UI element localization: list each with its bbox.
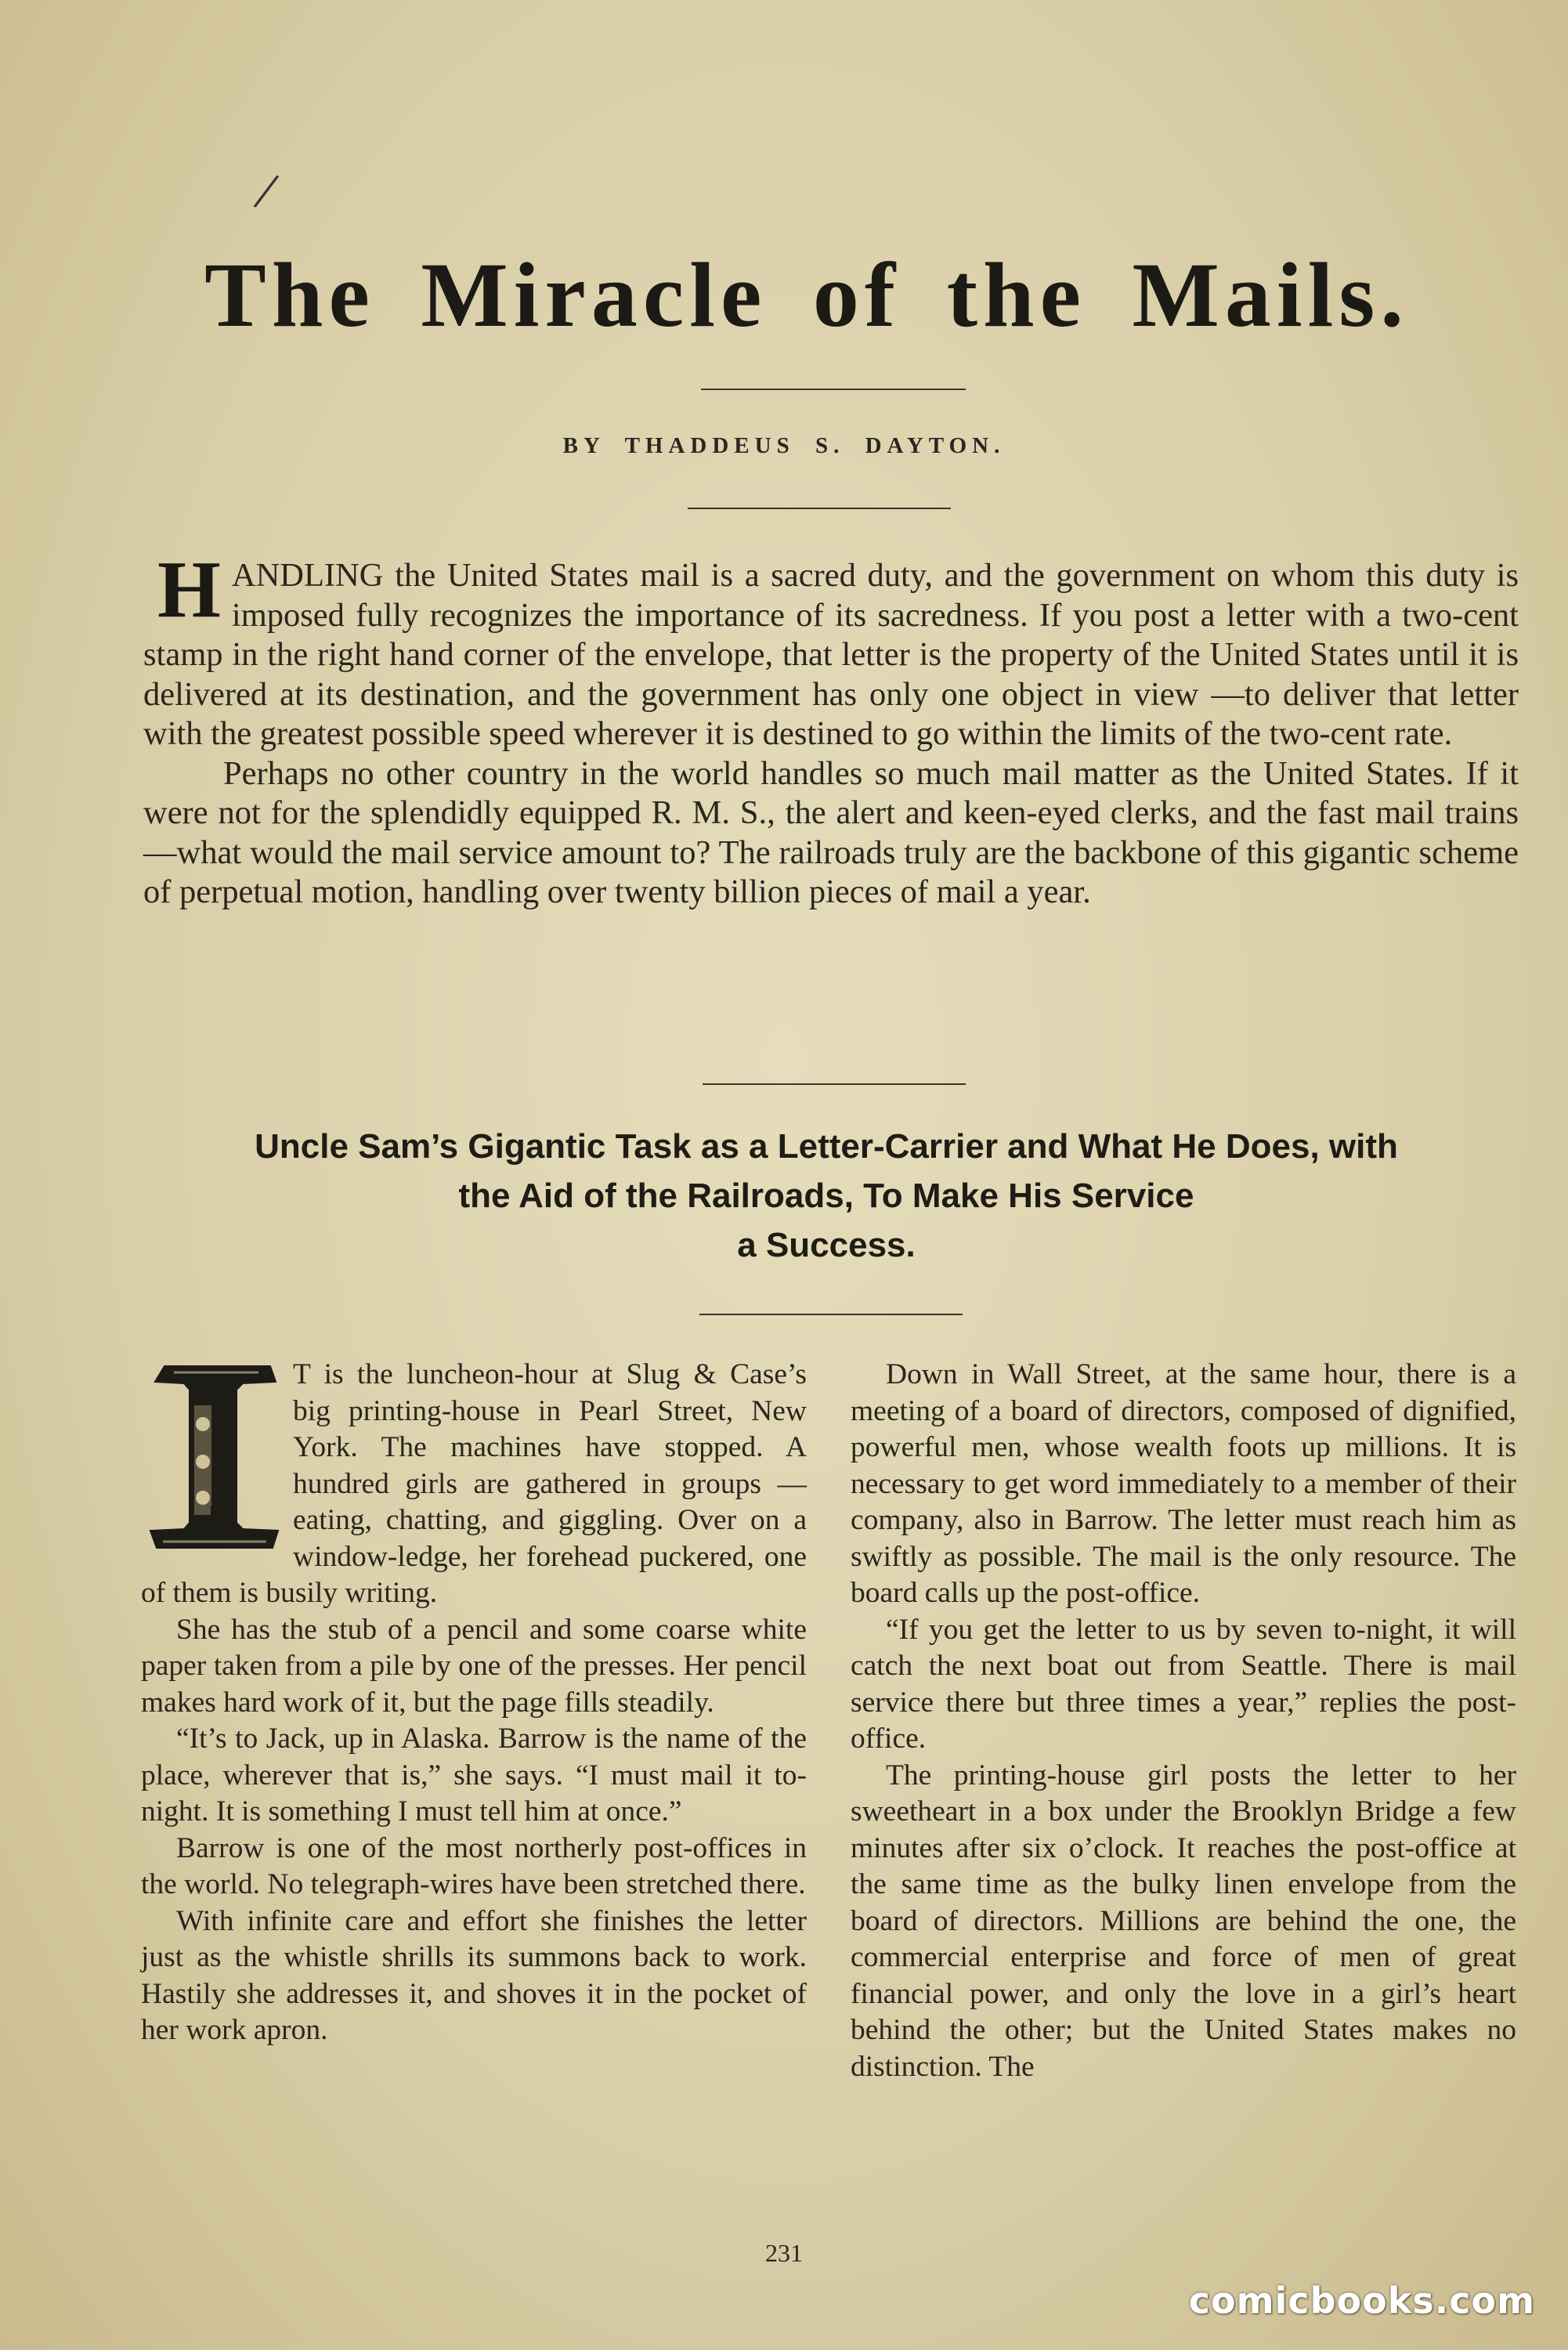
right-paragraph-1: Down in Wall Street, at the same hour, there is a meeting of a board of directors, composed of dignified, powerful men, whose wealth foots up millions. It is necessary to get word immediately to a member of their company, also in Barrow. The letter must reach him as swiftly as possible. The mail is the only resource. The board calls up the post-office. xyxy=(851,1358,1516,1609)
left-paragraph-4: Barrow is one of the most northerly post-offices in the world. No telegraph-wires have been stretched there. xyxy=(141,1831,807,1900)
subhead-line-2: the Aid of the Railroads, To Make His Service xyxy=(458,1177,1194,1215)
byline: BY THADDEUS S. DAYTON. xyxy=(562,433,1006,458)
left-column xyxy=(141,1357,807,2049)
page-number: 231 xyxy=(765,2239,803,2267)
dropcap-h: H xyxy=(157,544,221,634)
left-paragraph-5: With infinite care and effort she finishes the letter just as the whistle shrills its summons back to work. Hastily she addresses it, and shoves it in the pocket of her work apron. xyxy=(141,1904,807,2046)
intro-paragraph-2: Perhaps no other country in the world handles so much mail matter as the United States. If it were not for the splendidly equipped R. M. S., the alert and keen-eyed clerks, and the fast mail trains—what would the mail service amount to? The railroads truly are the backbone of this gigantic scheme of perpetual motion, handling over twenty billion pieces of mail a year. xyxy=(143,754,1519,910)
left-paragraph-2: She has the stub of a pencil and some coarse white paper taken from a pile by one of the presses. Her pencil makes hard work of it, but the page fills steadily. xyxy=(141,1613,807,1719)
intro-paragraph-1 xyxy=(143,544,1519,754)
intro-paragraph-1-text: ANDLING the United States mail is a sacred duty, and the government on whom this duty is imposed fully recognizes the importance of its sacredness. If you post a letter with a two-cent stamp in the right hand corner of the envelope, that letter is the property of the United States until it is delivered at its destination, and the government has only one object in view —to deliver that letter with the greatest possible speed wherever it is destined to go within the limits of the two-cent rate. xyxy=(143,557,1519,752)
right-paragraph-3: The printing-house girl posts the letter to her sweetheart in a box under the Brooklyn Bridge a few minutes after six o’clock. It reaches the post-office at the same time as the bulky linen envelope from the board of directors. Millions are behind the one, the commercial enterprise and force of men of great financial power, and only the love in a girl’s heart behind the other; but the United States makes no distinction. The xyxy=(851,1759,1516,2083)
article-title: The Miracle of the Mails. xyxy=(204,244,1409,346)
subhead-line-1: Uncle Sam’s Gigantic Task as a Letter-Carrier and What He Does, with xyxy=(255,1127,1398,1166)
subheadline xyxy=(133,1122,1519,1270)
dropcap-i-letter: I xyxy=(208,1503,215,1520)
ornamental-dropcap-i xyxy=(141,1360,282,1554)
left-paragraph-3: “It’s to Jack, up in Alaska. Barrow is the name of the place, wherever that is,” she says. “I must mail it to-night. It is something I must tell him at once.” xyxy=(141,1723,807,1828)
subhead-line-3: a Success. xyxy=(737,1226,916,1264)
section-rule xyxy=(703,1083,966,1085)
subhead-rule xyxy=(699,1314,963,1315)
intro-text xyxy=(143,544,1519,913)
right-paragraph-2: “If you get the letter to us by seven to-night, it will catch the next boat out from Seattle. There is mail service there but three times a year,” replies the post-office. xyxy=(851,1613,1516,1755)
right-column xyxy=(851,1357,1516,2085)
title-rule xyxy=(701,389,966,390)
watermark: comicbooks.com xyxy=(1188,2280,1535,2322)
left-paragraph-1: T is the luncheon-hour at Slug & Case’s big printing-house in Pearl Street, New York. The machines have stopped. A hundred girls are gathered in groups —eating, chatting, and giggling. Over on a window-ledge, her forehead puckered, one of them is busily writing. xyxy=(141,1358,807,1609)
pencil-mark: / xyxy=(249,160,284,223)
byline-rule xyxy=(688,508,951,509)
